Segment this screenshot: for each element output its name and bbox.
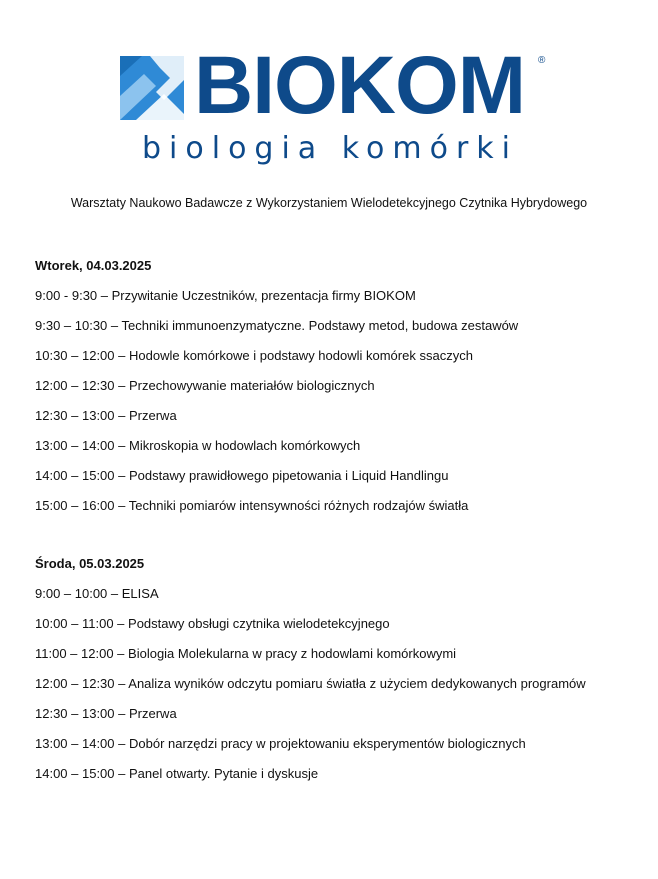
item-time: 9:00 - 9:30 — [35, 288, 98, 303]
agenda-item — [35, 348, 635, 378]
agenda-item — [35, 408, 635, 438]
item-description: Podstawy prawidłowego pipetowania i Liquid Handlingu — [129, 468, 449, 483]
item-separator: – — [114, 468, 129, 483]
registered-mark: ® — [538, 55, 546, 66]
item-time: 10:00 – 11:00 — [35, 616, 114, 631]
item-time: 13:00 – 14:00 — [35, 438, 115, 453]
item-separator: – — [113, 646, 129, 661]
item-description: Przechowywanie materiałów biologicznych — [129, 378, 375, 393]
logo-wordmark: BIOKOM — [194, 40, 526, 131]
item-description: Panel otwarty. Pytanie i dyskusje — [129, 766, 319, 781]
agenda-item — [35, 736, 635, 766]
agenda-item — [35, 378, 635, 408]
item-separator: – — [114, 348, 129, 363]
day-tuesday — [35, 258, 635, 528]
agenda-item — [35, 438, 635, 468]
item-separator: – — [114, 676, 129, 691]
agenda-item — [35, 288, 635, 318]
agenda-item — [35, 586, 635, 616]
item-description: Podstawy obsługi czytnika wielodetekcyjnego — [128, 616, 390, 631]
item-time: 13:00 – 14:00 — [35, 736, 115, 751]
item-time: 14:00 – 15:00 — [35, 766, 115, 781]
item-separator: – — [114, 498, 129, 513]
item-separator: – — [107, 586, 122, 601]
agenda-item — [35, 318, 635, 348]
item-separator: – — [113, 616, 129, 631]
item-time: 14:00 – 15:00 — [35, 468, 115, 483]
item-time: 10:30 – 12:00 — [35, 348, 115, 363]
item-separator: – — [97, 288, 112, 303]
item-description: Przerwa — [129, 706, 177, 721]
item-time: 12:00 – 12:30 — [35, 378, 115, 393]
item-time: 9:00 – 10:00 — [35, 586, 108, 601]
item-description: Hodowle komórkowe i podstawy hodowli komórek ssaczych — [129, 348, 473, 363]
item-separator: – — [114, 766, 129, 781]
item-description: Dobór narzędzi pracy w projektowaniu eksperymentów biologicznych — [129, 736, 526, 751]
item-time: 9:30 – 10:30 — [35, 318, 108, 333]
item-time: 15:00 – 16:00 — [35, 498, 115, 513]
agenda-item — [35, 616, 635, 646]
item-description: Analiza wyników odczytu pomiaru światła z użyciem dedykowanych programów — [128, 676, 586, 691]
item-time: 11:00 – 12:00 — [35, 646, 114, 661]
item-separator: – — [114, 408, 129, 423]
item-time: 12:00 – 12:30 — [35, 676, 115, 691]
day-title: Wtorek, 04.03.2025 — [35, 258, 152, 273]
item-separator: – — [107, 318, 122, 333]
agenda-item — [35, 646, 635, 676]
agenda-item — [35, 468, 635, 498]
item-description: Techniki pomiarów intensywności różnych rodzajów światła — [128, 498, 469, 513]
item-time: 12:30 – 13:00 — [35, 408, 115, 423]
workshop-title: Warsztaty Naukowo Badawcze z Wykorzystaniem Wielodetekcyjnego Czytnika Hybrydowego — [70, 196, 588, 210]
item-description: Przerwa — [129, 408, 177, 423]
biokom-square-mark-icon — [120, 56, 184, 120]
item-separator: – — [114, 706, 129, 721]
item-time: 12:30 – 13:00 — [35, 706, 115, 721]
logo-tagline: biologia komórki — [142, 131, 518, 166]
item-description: Mikroskopia w hodowlach komórkowych — [129, 438, 361, 453]
item-separator: – — [114, 378, 129, 393]
item-separator: – — [114, 438, 129, 453]
agenda-item — [35, 706, 635, 736]
day-title: Środa, 05.03.2025 — [35, 556, 145, 571]
agenda-item — [35, 498, 635, 528]
item-description: Techniki immunoenzymatyczne. Podstawy metod, budowa zestawów — [121, 318, 519, 333]
item-separator: – — [114, 736, 129, 751]
item-description: Przywitanie Uczestników, prezentacja firmy BIOKOM — [111, 288, 416, 303]
item-description: Biologia Molekularna w pracy z hodowlami komórkowymi — [128, 646, 457, 661]
day-wednesday — [35, 556, 635, 796]
biokom-logo — [120, 40, 550, 172]
item-description: ELISA — [121, 586, 159, 601]
agenda-item — [35, 676, 635, 706]
agenda-item — [35, 766, 635, 796]
